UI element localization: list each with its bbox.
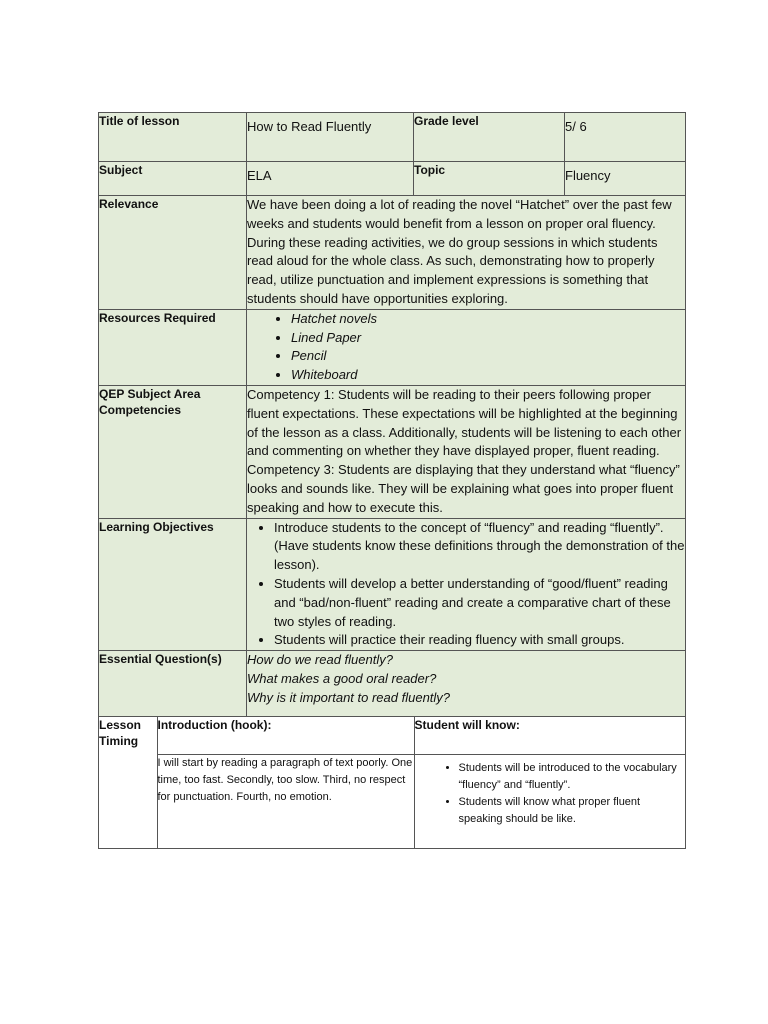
list-item: • Students will practice their reading fluency with small groups. (274, 631, 685, 650)
list-item: • Pencil (291, 347, 685, 366)
resources-list (247, 310, 685, 385)
essential-cell (247, 651, 686, 716)
student-know-cell (414, 755, 686, 848)
subject-row (99, 162, 686, 196)
objectives-list (247, 519, 685, 651)
competency-1-text: Competency 1: Students will be reading to their peers following proper fluent expectations. These expectations will be highlighted at the beginning of the lesson as a class. Additionally, students will be listening to each other and commenting on whether they have displayed proper, fluent reading. (247, 386, 682, 459)
list-item: • Whiteboard (291, 366, 685, 385)
topic-label: Topic (414, 162, 565, 196)
essential-row (99, 651, 686, 716)
timing-cell (99, 716, 686, 848)
lesson-timing-label: Lesson Timing (99, 717, 157, 848)
student-will-know-label: Student will know: (414, 717, 686, 755)
list-item: • Students will know what proper fluent speaking should be like. (459, 794, 687, 828)
introduction-hook-label: Introduction (hook): (157, 717, 414, 755)
lesson-plan-table (98, 112, 686, 849)
grade-label: Grade level (414, 113, 565, 162)
title-label: Title of lesson (99, 113, 247, 162)
essential-question: What makes a good oral reader? (247, 670, 437, 686)
resources-cell (247, 309, 686, 385)
introduction-hook-text: I will start by reading a paragraph of text poorly. One time, too fast. Secondly, too slow. Third, no respect for punctuation. Fourth, no emotion. (157, 755, 414, 848)
objectives-row (99, 518, 686, 651)
list-item: • Students will be introduced to the vocabulary “fluency” and “fluently”. (459, 760, 687, 794)
student-know-list (415, 760, 687, 828)
objectives-label: Learning Objectives (99, 518, 247, 651)
competencies-label: QEP Subject Area Competencies (99, 385, 247, 518)
list-item: • Lined Paper (291, 329, 685, 348)
subject-value: ELA (247, 162, 414, 196)
grade-value: 5/ 6 (565, 113, 686, 162)
list-item: • Introduce students to the concept of “fluency” and reading “fluently”. (Have students know these definitions through the demonstration of the lesson). (274, 519, 685, 575)
title-row (99, 113, 686, 162)
subject-label: Subject (99, 162, 247, 196)
essential-question: Why is it important to read fluently? (247, 689, 451, 705)
relevance-row (99, 196, 686, 310)
competencies-row (99, 385, 686, 518)
timing-subtable (99, 717, 686, 848)
competencies-cell (247, 385, 686, 518)
objectives-cell (247, 518, 686, 651)
resources-row (99, 309, 686, 385)
timing-row (99, 716, 686, 848)
essential-label: Essential Question(s) (99, 651, 247, 716)
resources-label: Resources Required (99, 309, 247, 385)
competency-3-text: Competency 3: Students are displaying that they understand what “fluency” looks and sounds like. They will be explaining what goes into proper fluent speaking and how to execute this. (247, 462, 680, 515)
title-value: How to Read Fluently (247, 113, 414, 162)
relevance-text: We have been doing a lot of reading the novel “Hatchet” over the past few weeks and students would benefit from a lesson on proper oral fluency. During these reading activities, we do group sessions in which students read aloud for the whole class. As such, demonstrating how to properly read, utilize punctuation and implement expressions is something that students should have opportunities exploring. (247, 196, 686, 310)
relevance-label: Relevance (99, 196, 247, 310)
essential-question: How do we read fluently? (247, 652, 393, 668)
list-item: • Students will develop a better understanding of “good/fluent” reading and “bad/non-fluent” reading and create a comparative chart of these two styles of reading. (274, 575, 685, 631)
topic-value: Fluency (565, 162, 686, 196)
list-item: • Hatchet novels (291, 310, 685, 329)
